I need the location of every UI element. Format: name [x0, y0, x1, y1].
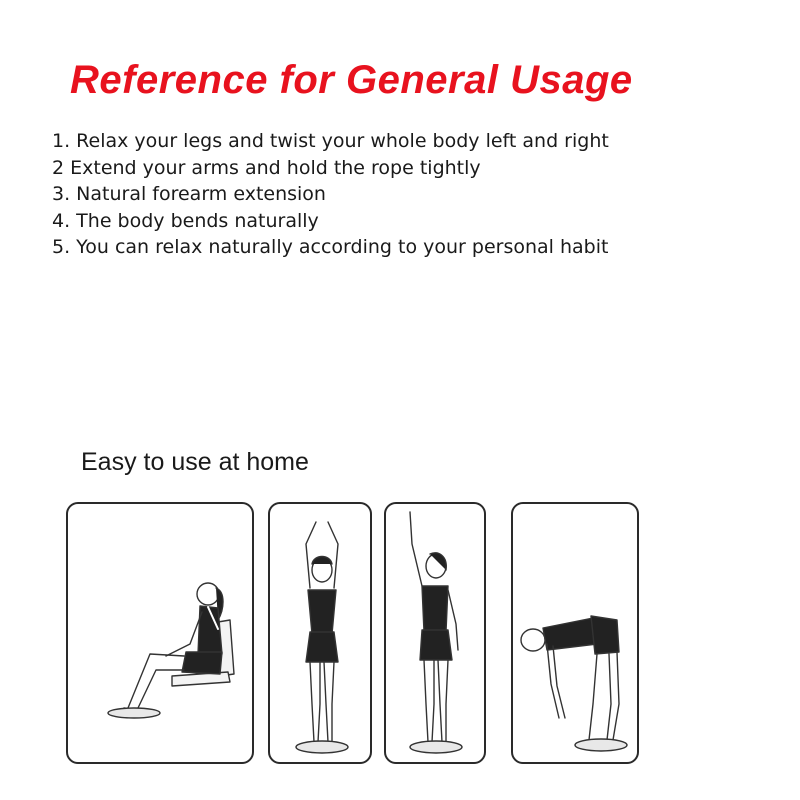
illustration-panel-one-arm-up: [384, 502, 486, 764]
illustration-panel-arms-up: [268, 502, 372, 764]
usage-step-3: 3. Natural forearm extension: [52, 183, 326, 205]
usage-step-4: 4. The body bends naturally: [52, 209, 319, 232]
bending-woman-on-twist-disc-icon: [513, 504, 641, 766]
illustration-panel-seated: [66, 502, 254, 764]
usage-steps-list: [52, 128, 609, 261]
usage-step-1: 1. Relax your legs and twist your whole body left and right: [52, 130, 609, 152]
section-subtitle: Easy to use at home: [81, 448, 309, 476]
standing-woman-arms-up-icon: [270, 504, 374, 766]
illustration-panel-bending: [511, 502, 639, 764]
page-title: Reference for General Usage: [70, 58, 633, 102]
usage-step-2: 2 Extend your arms and hold the rope tightly: [52, 156, 481, 179]
standing-woman-one-arm-up-icon: [386, 504, 488, 766]
seated-woman-on-twist-disc-icon: [68, 504, 256, 766]
usage-step-5: 5. You can relax naturally according to your personal habit: [52, 236, 609, 258]
